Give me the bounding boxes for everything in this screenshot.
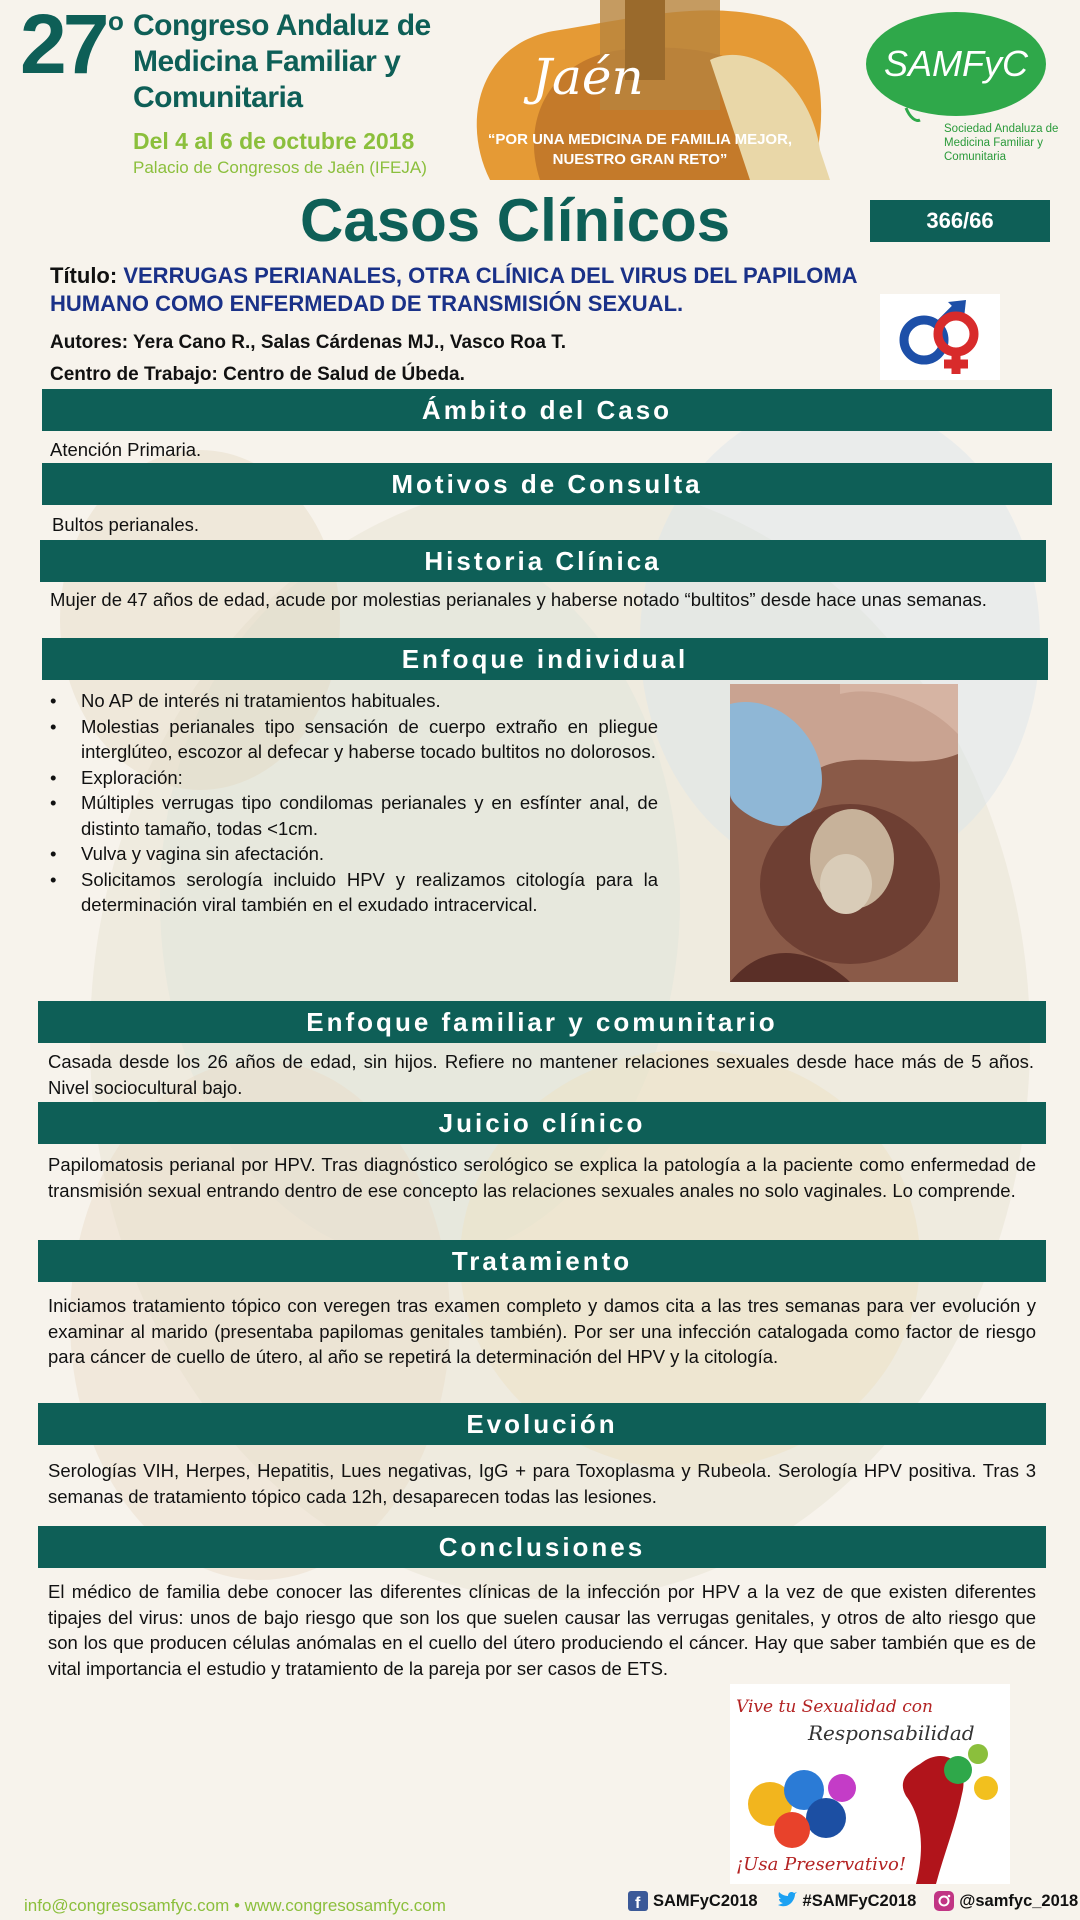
section-heading-juicio: Juicio clínico [38, 1102, 1046, 1144]
congress-ordinal: o [108, 6, 124, 36]
section-text-tratamiento: Iniciamos tratamiento tópico con veregen tras examen completo y damos cita a las tres semanas para ver evolución y examinar al marido (presentaba papilomas genitales también). Por ser una infección catalogada como factor de riesgo para cáncer de cuello de útero, al año se repetirá la determinación del HPV y la citología. [48, 1295, 1036, 1367]
list-item: • Molestias perianales tipo sensación de cuerpo extraño en pliegue interglúteo, escozor al defecar y haberse tocado bultitos no dolorosos. [50, 714, 658, 765]
twitter-icon [776, 1891, 798, 1911]
footer-contact: info@congresosamfyc.com • www.congresosamfyc.com [24, 1896, 446, 1915]
section-heading-evolucion: Evolución [38, 1403, 1046, 1445]
section-text-historia: Mujer de 47 años de edad, acude por molestias perianales y haberse notado “bultitos” desde hace unas semanas. [50, 589, 987, 610]
section-text-conclusiones: El médico de familia debe conocer las diferentes clínicas de la infección por HPV a la vez de que existen diferentes tipajes del virus: unos de bajo riesgo que son los que suelen causar las verrugas genitales, y otros de alto riesgo que son los que producen células anómalas en el cuello del útero produciendo el cáncer. Hay que saber también que es de vital importancia el estudio y tratamiento de la pareja por ser casos de ETS. [48, 1581, 1036, 1679]
svg-text:f: f [635, 1895, 641, 1911]
promo-line-1: Vive tu Sexualidad con [736, 1697, 933, 1717]
section-text-enfoque-familiar: Casada desde los 26 años de edad, sin hijos. Refiere no mantener relaciones sexuales desde hace más de 5 años. Nivel sociocultural bajo. [48, 1051, 1034, 1098]
clinical-photo [730, 684, 958, 982]
paper-title-text: VERRUGAS PERIANALES, OTRA CLÍNICA DEL VIRUS DEL PAPILOMA HUMANO COMO ENFERMEDAD DE TRANSMISIÓN SEXUAL. [50, 263, 857, 316]
enfoque-individual-list [50, 688, 658, 918]
twitter-link[interactable] [776, 1891, 917, 1911]
paper-title [50, 262, 940, 318]
gender-symbols-icon [880, 294, 1000, 380]
section-heading-conclusiones: Conclusiones [38, 1526, 1046, 1568]
instagram-handle: @samfyc_2018 [959, 1891, 1079, 1910]
document-type-title: Casos Clínicos [300, 187, 731, 254]
section-text-ambito: Atención Primaria. [50, 439, 202, 460]
footer-social [628, 1891, 1080, 1911]
workplace: Centro de Trabajo: Centro de Salud de Úbeda. [50, 364, 465, 385]
section-text-motivos: Bultos perianales. [52, 514, 200, 535]
list-item: • Exploración: [50, 765, 658, 791]
promo-line-2: Responsabilidad [808, 1721, 975, 1745]
section-text-evolucion: Serologías VIH, Herpes, Hepatitis, Lues negativas, IgG + para Toxoplasma y Rubeola. Serología HPV positiva. Tras 3 semanas de tratamiento tópico cada 12h, desaparecen todas las lesiones. [48, 1460, 1036, 1507]
samfyc-logo-subtitle: Sociedad Andaluza de Medicina Familiar y Comunitaria [944, 123, 1059, 163]
section-heading-motivos: Motivos de Consulta [42, 463, 1052, 505]
list-item: • Solicitamos serología incluido HPV y realizamos citología para la determinación viral también en el exudado intracervical. [50, 867, 658, 918]
banner-slogan: “POR UNA MEDICINA DE FAMILIA MEJOR, NUESTRO GRAN RETO” [487, 131, 793, 168]
congress-number: 27 [20, 0, 106, 91]
paper-title-label: Título: [50, 263, 118, 288]
list-item: • Múltiples verrugas tipo condilomas perianales y en esfínter anal, de distinto tamaño, todas <1cm. [50, 790, 658, 841]
safe-sex-promo-image [730, 1684, 1010, 1884]
section-heading-enfoque-familiar: Enfoque familiar y comunitario [38, 1001, 1046, 1043]
instagram-icon [934, 1891, 954, 1911]
samfyc-logo [866, 12, 1046, 122]
section-heading-tratamiento: Tratamiento [38, 1240, 1046, 1282]
facebook-handle: SAMFyC2018 [653, 1891, 758, 1910]
section-heading-enfoque-individual: Enfoque individual [42, 638, 1048, 680]
promo-line-3: ¡Usa Preservativo! [736, 1854, 907, 1875]
instagram-link[interactable] [934, 1891, 1078, 1911]
congress-name: Congreso Andaluz de Medicina Familiar y Comunitaria [133, 9, 431, 114]
facebook-link[interactable] [628, 1891, 758, 1911]
section-heading-historia: Historia Clínica [40, 540, 1046, 582]
authors: Autores: Yera Cano R., Salas Cárdenas MJ., Vasco Roa T. [50, 332, 567, 353]
section-text-juicio: Papilomatosis perianal por HPV. Tras diagnóstico serológico se explica la patología a la paciente como enfermedad de transmisión sexual entrando dentro de ese concepto las relaciones sexuales anales no solo vaginales. Lo comprende. [48, 1154, 1036, 1201]
congress-dates: Del 4 al 6 de octubre 2018 [133, 128, 415, 154]
twitter-hashtag: #SAMFyC2018 [802, 1891, 917, 1910]
list-item: • Vulva y vagina sin afectación. [50, 841, 658, 867]
case-code: 366/66 [870, 200, 1050, 242]
facebook-icon [628, 1891, 648, 1911]
samfyc-logo-text: SAMFyC [884, 43, 1028, 84]
section-heading-ambito: Ámbito del Caso [42, 389, 1052, 431]
list-item: • No AP de interés ni tratamientos habituales. [50, 688, 658, 714]
congress-venue: Palacio de Congresos de Jaén (IFEJA) [133, 158, 427, 177]
banner-city: Jaén [532, 48, 644, 106]
